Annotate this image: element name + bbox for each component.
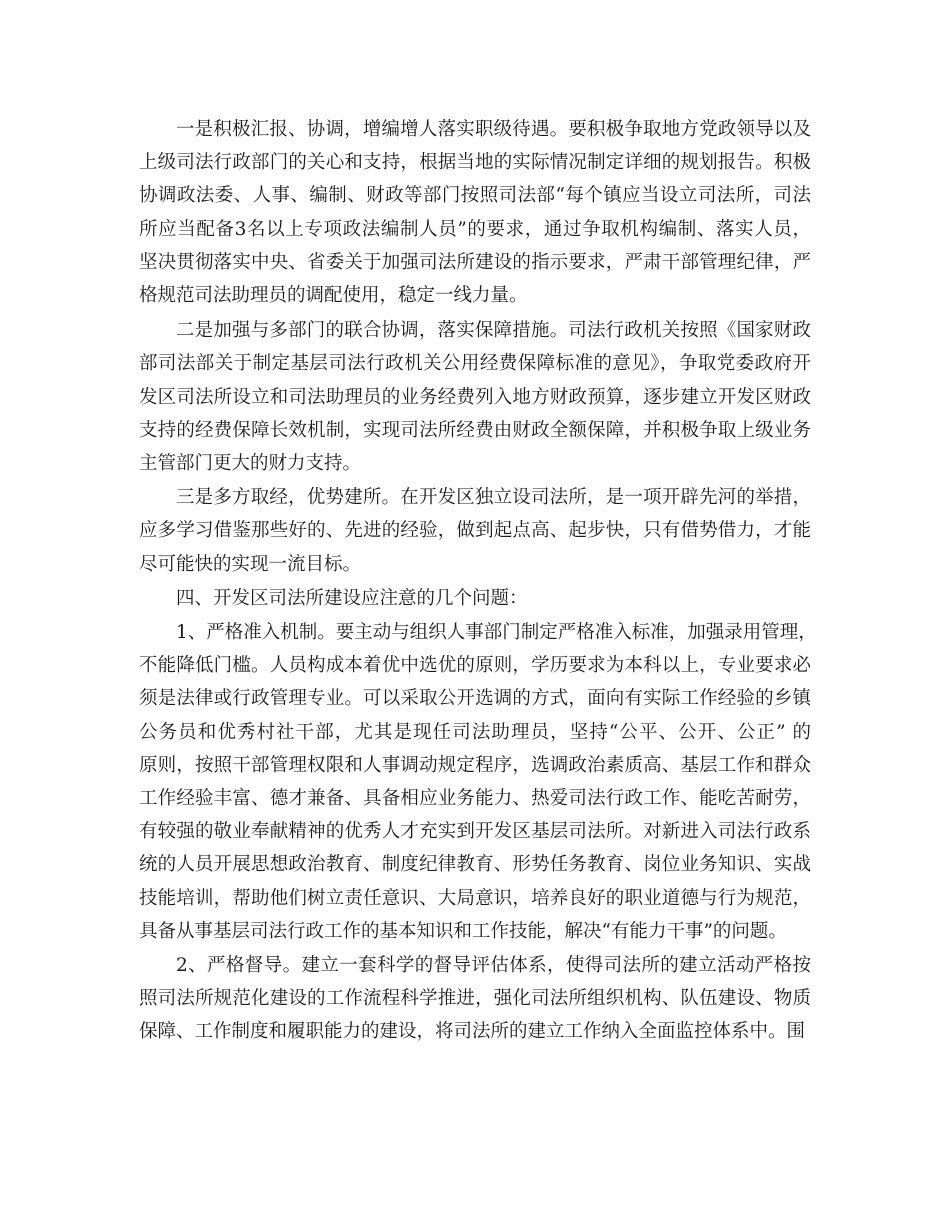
- text-line: 发区司法所设立和司法助理员的业务经费列入地方财政预算，逐步建立开发区财政: [139, 386, 811, 408]
- text-line: 一是积极汇报、协调，增编增人落实职级待遇。要积极争取地方党政领导以及: [176, 119, 811, 140]
- paragraph-p1: [139, 113, 811, 312]
- document-body: [139, 113, 817, 1049]
- text-line: 公务员和优秀村社干部，尤其是现任司法助理员，坚持“公平、公开、公正” 的: [139, 721, 811, 743]
- text-line: 有较强的敬业奉献精神的优秀人才充实到开发区基层司法所。对新进入司法行政系: [139, 821, 811, 843]
- text-line: 格规范司法助理员的调配使用，稳定一线力量。: [139, 285, 528, 307]
- text-line: 统的人员开展思想政治教育、制度纪律教育、形势任务教育、岗位业务知识、实战: [139, 854, 811, 876]
- text-line: 部司法部关于制定基层司法行政机关公用经费保障标准的意见》，争取党委政府开: [139, 353, 811, 375]
- text-line: 技能培训，帮助他们树立责任意识、大局意识，培养良好的职业道德与行为规范，: [139, 887, 811, 909]
- text-line: 2、严格督导。建立一套科学的督导评估体系，使得司法所的建立活动严格按: [176, 955, 811, 977]
- text-line: 尽可能快的实现一流目标。: [139, 553, 362, 575]
- text-line: 主管部门更大的财力支持。: [139, 453, 362, 475]
- paragraph-p4: [139, 582, 811, 615]
- text-line: 支持的经费保障长效机制，实现司法所经费由财政全额保障，并积极争取上级业务: [139, 419, 811, 441]
- text-line: 不能降低门槛。人员构成本着优中选优的原则，学历要求为本科以上，专业要求必: [139, 655, 811, 677]
- paragraph-p6: [139, 949, 811, 1049]
- text-line: 四、开发区司法所建设应注意的几个问题：: [176, 587, 528, 609]
- text-line: 三是多方取经，优势建所。在开发区独立设司法所，是一项开辟先河的举措，: [176, 487, 811, 509]
- text-line: 保障、工作制度和履职能力的建设，将司法所的建立工作纳入全面监控体系中。围: [139, 1021, 806, 1043]
- paragraph-p5: [139, 616, 817, 948]
- text-line: 应多学习借鉴那些好的、先进的经验，做到起点高、起步快，只有借势借力，才能: [139, 520, 811, 542]
- text-line: 协调政法委、人事、编制、财政等部门按照司法部“每个镇应当设立司法所，司法: [139, 185, 811, 207]
- paragraph-p3: [139, 481, 811, 581]
- text-line: 照司法所规范化建设的工作流程科学推进，强化司法所组织机构、队伍建设、物质: [139, 988, 811, 1010]
- text-line: 上级司法行政部门的关心和支持，根据当地的实际情况制定详细的规划报告。积极: [139, 152, 811, 174]
- text-line: 坚决贯彻落实中央、省委关于加强司法所建设的指示要求，严肃干部管理纪律，严: [139, 251, 811, 273]
- text-line: 须是法律或行政管理专业。可以采取公开选调的方式，面向有实际工作经验的乡镇: [139, 688, 811, 710]
- paragraph-p2: [139, 314, 811, 480]
- text-line: 所应当配备3名以上专项政法编制人员”的要求，通过争取机构编制、落实人员，: [139, 218, 811, 240]
- text-line: 二是加强与多部门的联合协调，落实保障措施。司法行政机关按照《国家财政: [176, 320, 811, 342]
- text-line: 具备从事基层司法行政工作的基本知识和工作技能，解决“有能力干事”的问题。: [139, 920, 787, 942]
- text-line: 工作经验丰富、德才兼备、具备相应业务能力、热爱司法行政工作、能吃苦耐劳，: [139, 788, 811, 810]
- text-line: 1、严格准入机制。要主动与组织人事部门制定严格准入标准，加强录用管理，: [176, 622, 817, 644]
- text-line: 原则，按照干部管理权限和人事调动规定程序，选调政治素质高、基层工作和群众: [139, 754, 811, 776]
